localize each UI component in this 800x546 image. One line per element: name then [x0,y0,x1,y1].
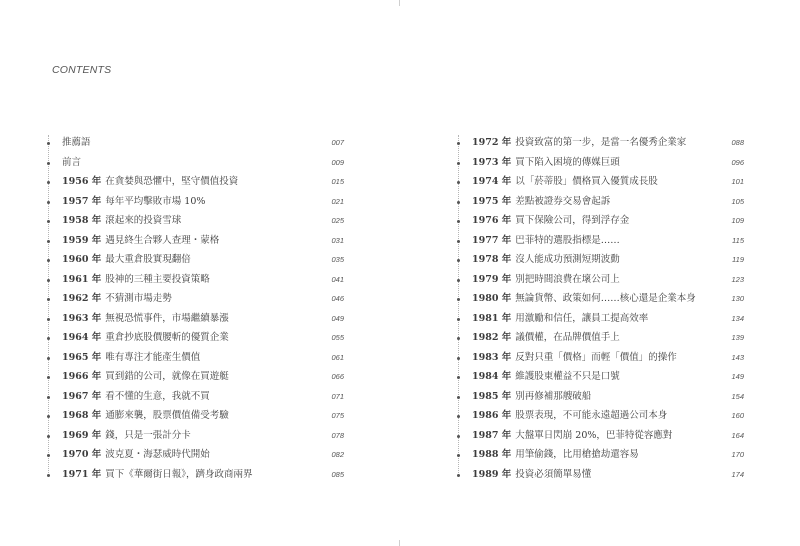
toc-entry-label [62,426,191,446]
toc-entry-title: 議價權，在品牌價值手上 [515,332,620,343]
bullet-icon [47,357,50,360]
bullet-icon [457,454,460,457]
toc-entry-title: 以「菸蒂股」價格買入優質成長股 [515,176,658,187]
toc-entry-title: 重倉抄底股價腰斬的優質企業 [105,332,229,343]
toc-entry-title: 沒人能成功預測短期波動 [515,254,620,265]
bullet-icon [47,279,50,282]
toc-entry[interactable] [454,133,744,153]
toc-entry[interactable] [44,192,344,212]
toc-entry-page-number: 041 [331,274,344,284]
toc-entry[interactable] [454,387,744,407]
toc-entry[interactable] [44,426,344,446]
toc-entry-year: 1988 年 [472,449,512,460]
toc-entry-label [472,426,672,446]
toc-entry-page-number: 025 [331,216,344,225]
toc-entry-label [62,192,205,212]
toc-entry[interactable] [454,465,744,485]
toc-entry-year: 1973 年 [472,156,512,168]
toc-entry-label [472,348,677,368]
toc-entry-page-number: 035 [331,255,344,264]
toc-entry-year: 1957 年 [62,195,102,207]
toc-entry-title: 遇見終生合夥人查理・蒙格 [105,234,220,246]
toc-entry-label [62,231,219,251]
toc-entry-year: 1984 年 [472,371,512,382]
toc-entry-year: 1980 年 [472,293,512,304]
toc-entry-year: 1956 年 [62,176,102,187]
toc-entry-page-number: 009 [331,157,344,167]
toc-entry-year: 1965 年 [62,351,102,363]
toc-entry-title: 最大重倉股實現翻倍 [105,254,191,265]
toc-entry-year: 1958 年 [62,215,102,226]
toc-entry-page-number: 031 [331,235,344,245]
toc-entry-label [472,192,610,212]
toc-entry-label [472,133,686,153]
bullet-icon [457,142,460,145]
toc-entry-title: 每年平均擊敗市場 10% [105,195,206,207]
toc-entry-page-number: 061 [331,352,344,362]
bullet-icon [47,435,50,438]
toc-entry-label [472,465,591,485]
toc-entry[interactable] [44,231,344,251]
toc-entry-title: 維護股東權益不只是口號 [515,371,620,382]
toc-entry-label [62,445,210,465]
toc-entry-page-number: 143 [731,352,744,362]
toc-column-left [44,133,344,484]
toc-entry-page-number: 015 [331,177,344,186]
toc-entry-label [62,406,229,426]
toc-entry-year: 1974 年 [472,176,512,187]
toc-entry-title: 通膨來襲，股票價值備受考驗 [105,410,229,421]
toc-entry-title: 巴菲特的選股指標是…… [515,234,620,246]
toc-entry-label [62,153,81,173]
toc-entry-title: 大盤單日閃崩 20%，巴菲特從容應對 [515,429,673,441]
toc-entry-year: 1977 年 [472,234,512,246]
toc-entry-year: 1971 年 [62,468,102,480]
bullet-icon [47,318,50,321]
crop-mark-bottom [399,540,400,546]
bullet-icon [457,201,460,204]
toc-entry-label [472,406,667,426]
toc-entry-label [472,445,639,465]
toc-entry-label [62,328,229,348]
toc-entry-page-number: 115 [732,235,744,245]
toc-entry[interactable] [44,172,344,192]
toc-entry[interactable] [454,211,744,231]
toc-entry[interactable] [44,387,344,407]
toc-entry-year: 1979 年 [472,273,512,285]
toc-entry-label [62,465,253,485]
toc-entry-year: 1983 年 [472,351,512,363]
toc-entry-page-number: 160 [731,411,744,420]
toc-entry-year: 1966 年 [62,371,102,382]
bullet-icon [47,376,50,379]
toc-entry-label [472,387,591,407]
toc-entry-page-number: 105 [731,196,744,206]
toc-entry-page-number: 139 [731,333,744,342]
toc-entry-page-number: 007 [331,138,344,147]
page-title: CONTENTS [52,64,112,76]
toc-entry[interactable] [454,192,744,212]
bullet-icon [47,181,50,184]
toc-entry-title: 在貪婪與恐懼中，堅守價值投資 [105,176,239,187]
toc-entry-year: 1964 年 [62,332,102,343]
toc-entry-title: 差點被證券交易會起訴 [515,195,611,207]
toc-entry-label [62,387,210,407]
toc-column-right [454,133,744,484]
toc-entry-label [472,153,620,173]
toc-entry-title: 股票表現，不可能永遠超過公司本身 [515,410,668,421]
toc-entry-page-number: 154 [731,391,744,401]
toc-entry-page-number: 101 [731,177,744,186]
crop-mark-top [399,0,400,6]
toc-entry-label [472,289,696,309]
toc-entry-page-number: 109 [731,216,744,225]
toc-entry-year: 1963 年 [62,312,102,324]
toc-entry-year: 1987 年 [472,429,512,441]
toc-entry-title: 不猜測市場走勢 [105,293,172,304]
toc-entry-page-number: 021 [331,196,344,206]
toc-entry[interactable] [454,153,744,173]
bullet-icon [457,435,460,438]
toc-entry[interactable] [44,465,344,485]
bullet-icon [47,220,50,223]
toc-entry-label [62,348,200,368]
toc-entry-page-number: 096 [731,157,744,167]
toc-entry-page-number: 149 [731,372,744,381]
toc-entry-page-number: 075 [331,411,344,420]
toc-entry[interactable] [454,328,744,348]
bullet-icon [457,162,460,165]
toc-entry[interactable] [454,172,744,192]
toc-entry-title: 投資致富的第一步，是當一名優秀企業家 [515,137,687,148]
bullet-icon [47,396,50,399]
toc-entry[interactable] [454,348,744,368]
toc-entry-label [472,172,658,192]
toc-entry-page-number: 085 [331,469,344,479]
bullet-icon [47,259,50,262]
toc-entry[interactable] [44,445,344,465]
bullet-icon [457,240,460,243]
bullet-icon [457,279,460,282]
toc-entry[interactable] [454,426,744,446]
toc-entry-page-number: 174 [731,469,744,479]
toc-entry-page-number: 082 [331,450,344,459]
toc-entry[interactable] [44,270,344,290]
toc-entry-title: 推薦語 [62,137,91,148]
toc-entry[interactable] [44,250,344,270]
toc-entry-label [62,289,172,309]
toc-entry-title: 股神的三種主要投資策略 [105,273,210,285]
toc-entry-title: 無視恐慌事件，市場繼續暴漲 [105,312,229,324]
toc-entry[interactable] [454,445,744,465]
toc-entry-label [62,211,181,231]
toc-entry-title: 別把時間浪費在壞公司上 [515,273,620,285]
bullet-icon [457,357,460,360]
toc-entry-page-number: 134 [731,313,744,323]
toc-entry-title: 前言 [62,156,82,168]
toc-entry-title: 別再修補那艘破船 [515,390,592,402]
toc-entry-year: 1975 年 [472,195,512,207]
toc-entry-title: 買下保險公司，得到浮存金 [515,215,630,226]
bullet-icon [457,181,460,184]
toc-entry[interactable] [454,406,744,426]
toc-entry-title: 滾起來的投資雪球 [105,215,182,226]
toc-entry[interactable] [454,367,744,387]
bullet-icon [47,201,50,204]
bullet-icon [457,220,460,223]
toc-entry-title: 反對只重「價格」而輕「價值」的操作 [515,351,677,363]
toc-entry-title: 買下陷入困境的傳媒巨頭 [515,156,620,168]
toc-entry-page-number: 164 [731,430,744,440]
bullet-icon [457,376,460,379]
toc-entry[interactable] [44,153,344,173]
toc-entry[interactable] [44,367,344,387]
toc-entry[interactable] [44,406,344,426]
toc-entry-title: 投資必須簡單易懂 [515,468,592,480]
toc-entry-label [472,328,620,348]
toc-entry-year: 1969 年 [62,429,102,441]
toc-entry[interactable] [44,133,344,153]
toc-entry-label [472,211,629,231]
bullet-icon [47,415,50,418]
toc-entry-year: 1972 年 [472,137,512,148]
toc-entry-title: 唯有專注才能產生價值 [105,351,201,363]
toc-entry-year: 1985 年 [472,390,512,402]
bullet-icon [457,415,460,418]
toc-entry-label [472,309,648,329]
toc-entry-page-number: 119 [732,255,744,264]
bullet-icon [47,240,50,243]
toc-entry-year: 1976 年 [472,215,512,226]
toc-entry-label [472,270,620,290]
toc-entry-year: 1981 年 [472,312,512,324]
toc-entry-page-number: 130 [731,294,744,303]
toc-entry-year: 1978 年 [472,254,512,265]
bullet-icon [457,337,460,340]
toc-entry-year: 1959 年 [62,234,102,246]
toc-entry-label [62,270,210,290]
toc-entry-year: 1967 年 [62,390,102,402]
toc-entry[interactable] [44,211,344,231]
toc-entry-label [472,231,620,251]
toc-entry-page-number: 046 [331,294,344,303]
toc-entry-year: 1970 年 [62,449,102,460]
toc-entry-title: 錢，只是一張計分卡 [105,429,191,441]
toc-entry-label [62,309,229,329]
bullet-icon [457,396,460,399]
toc-entry[interactable] [454,309,744,329]
toc-entry-year: 1962 年 [62,293,102,304]
toc-entry[interactable] [454,270,744,290]
toc-entry-title: 看不懂的生意，我就不買 [105,390,210,402]
bullet-icon [457,474,460,477]
toc-entry-title: 無論貨幣、政策如何……核心還是企業本身 [515,293,696,304]
toc-entry[interactable] [454,250,744,270]
toc-entry-page-number: 078 [331,430,344,440]
toc-entry-title: 買下《華爾街日報》，躋身政商兩界 [105,468,253,480]
toc-entry-title: 用激勵和信任，讓員工提高效率 [515,312,649,324]
bullet-icon [47,337,50,340]
toc-entry-page-number: 071 [331,391,344,401]
toc-entry[interactable] [44,328,344,348]
toc-entry-label [62,172,238,192]
toc-entry[interactable] [44,348,344,368]
toc-entry-title: 買到錯的公司，就像在買遊艇 [105,371,229,382]
toc-entry-year: 1968 年 [62,410,102,421]
toc-entry-label [62,367,229,387]
toc-entry-label [62,250,191,270]
bullet-icon [457,298,460,301]
toc-entry-page-number: 055 [331,333,344,342]
bullet-icon [47,162,50,165]
bullet-icon [47,474,50,477]
toc-entry-page-number: 170 [731,450,744,459]
bullet-icon [47,142,50,145]
toc-entry-title: 用筆偷錢，比用槍搶劫還容易 [515,449,639,460]
toc-entry-title: 波克夏・海瑟威時代開始 [105,449,210,460]
toc-entry-year: 1961 年 [62,273,102,285]
toc-entry-label [472,367,620,387]
toc-entry-year: 1982 年 [472,332,512,343]
toc-entry-page-number: 123 [731,274,744,284]
toc-entry-page-number: 088 [731,138,744,147]
bullet-icon [457,318,460,321]
bullet-icon [457,259,460,262]
toc-entry-label [472,250,620,270]
toc-entry-page-number: 049 [331,313,344,323]
toc-entry-page-number: 066 [331,372,344,381]
bullet-icon [47,298,50,301]
toc-entry-year: 1960 年 [62,254,102,265]
toc-entry[interactable] [454,289,744,309]
toc-entry[interactable] [454,231,744,251]
toc-entry-year: 1986 年 [472,410,512,421]
bullet-icon [47,454,50,457]
toc-entry[interactable] [44,289,344,309]
toc-entry-label [62,133,91,153]
toc-entry-year: 1989 年 [472,468,512,480]
toc-entry[interactable] [44,309,344,329]
